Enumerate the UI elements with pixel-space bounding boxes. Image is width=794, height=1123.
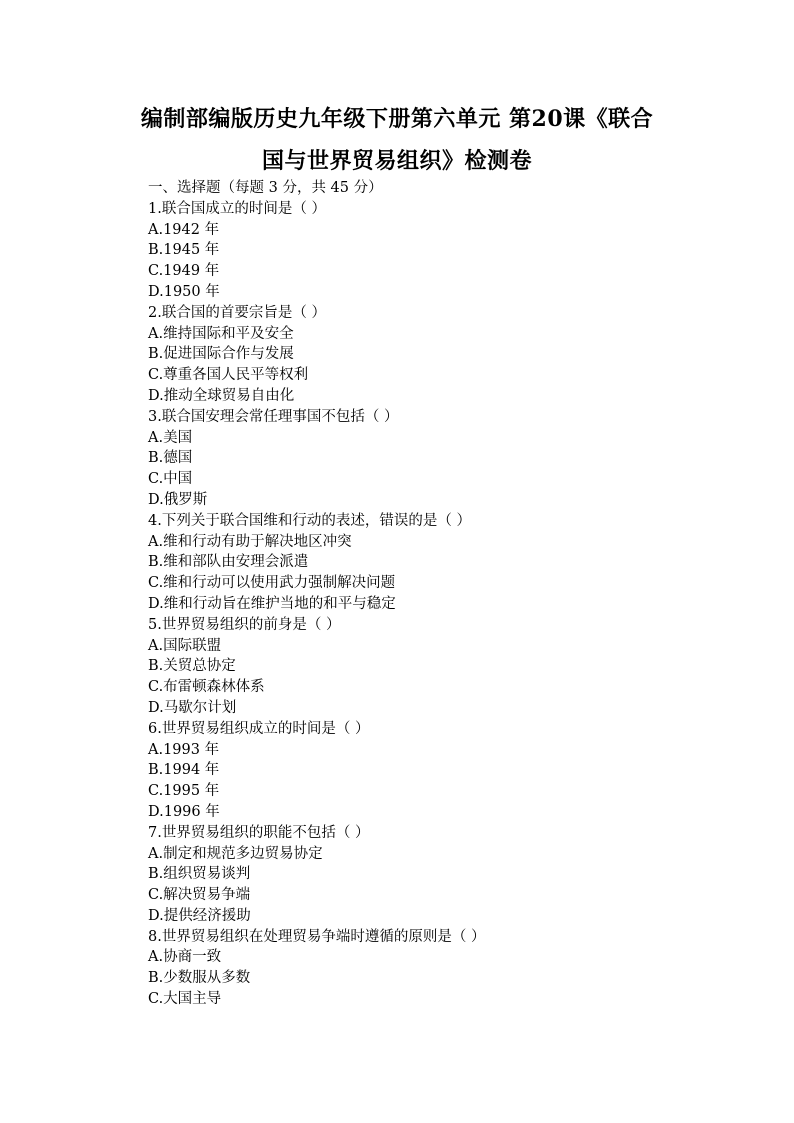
answer-option: B.关贸总协定 xyxy=(148,658,236,675)
answer-option: C.1995 年 xyxy=(148,783,220,800)
question-3 xyxy=(148,407,708,511)
question-stem: 6.世界贸易组织成立的时间是（ ） xyxy=(148,720,370,737)
question-stem: 7.世界贸易组织的职能不包括（ ） xyxy=(148,824,370,841)
question-4 xyxy=(148,511,708,615)
answer-option: A.协商一致 xyxy=(148,949,222,966)
question-7 xyxy=(148,823,708,927)
answer-option: B.少数服从多数 xyxy=(148,970,251,987)
answer-option: C.1949 年 xyxy=(148,263,220,280)
question-stem: 5.世界贸易组织的前身是（ ） xyxy=(148,616,341,633)
answer-option: B.组织贸易谈判 xyxy=(148,866,251,883)
document-body xyxy=(148,178,708,1010)
answer-option: D.推动全球贸易自由化 xyxy=(148,387,295,404)
answer-option: B.维和部队由安理会派遣 xyxy=(148,554,309,571)
document-title-line-2: 国与世界贸易组织》检测卷 xyxy=(261,148,532,174)
question-stem: 1.联合国成立的时间是（ ） xyxy=(148,200,326,217)
document-title-line-1: 编制部编版历史九年级下册第六单元 第20课《联合 xyxy=(140,106,654,132)
question-stem: 4.下列关于联合国维和行动的表述，错误的是（ ） xyxy=(148,512,471,529)
question-1 xyxy=(148,199,708,303)
answer-option: A.1993 年 xyxy=(148,741,220,758)
answer-option: C.尊重各国人民平等权利 xyxy=(148,367,309,384)
answer-option: D.1950 年 xyxy=(148,283,220,300)
answer-option: C.维和行动可以使用武力强制解决问题 xyxy=(148,575,396,592)
question-stem: 8.世界贸易组织在处理贸易争端时遵循的原则是（ ） xyxy=(148,928,486,945)
answer-option: A.维和行动有助于解决地区冲突 xyxy=(148,533,352,550)
answer-option: A.维持国际和平及安全 xyxy=(148,325,294,342)
answer-option: A.制定和规范多边贸易协定 xyxy=(148,845,323,862)
question-stem: 3.联合国安理会常任理事国不包括（ ） xyxy=(148,408,399,425)
question-5 xyxy=(148,615,708,719)
question-8 xyxy=(148,927,708,1010)
question-6 xyxy=(148,719,708,823)
answer-option: B.1994 年 xyxy=(148,762,220,779)
answer-option: D.维和行动旨在维护当地的和平与稳定 xyxy=(148,595,396,612)
answer-option: A.美国 xyxy=(148,429,193,446)
answer-option: C.布雷顿森林体系 xyxy=(148,679,265,696)
answer-option: C.中国 xyxy=(148,471,193,488)
answer-option: A.1942 年 xyxy=(148,221,220,238)
answer-option: D.马歇尔计划 xyxy=(148,699,237,716)
answer-option: C.解决贸易争端 xyxy=(148,887,251,904)
answer-option: B.德国 xyxy=(148,450,193,467)
answer-option: D.1996 年 xyxy=(148,803,220,820)
answer-option: B.促进国际合作与发展 xyxy=(148,346,294,363)
answer-option: A.国际联盟 xyxy=(148,637,222,654)
answer-option: D.提供经济援助 xyxy=(148,907,251,924)
answer-option: C.大国主导 xyxy=(148,991,222,1008)
question-stem: 2.联合国的首要宗旨是（ ） xyxy=(148,304,326,321)
section-heading: 一、选择题（每题 3 分，共 45 分） xyxy=(148,180,383,196)
answer-option: D.俄罗斯 xyxy=(148,491,208,508)
answer-option: B.1945 年 xyxy=(148,242,220,259)
question-2 xyxy=(148,303,708,407)
